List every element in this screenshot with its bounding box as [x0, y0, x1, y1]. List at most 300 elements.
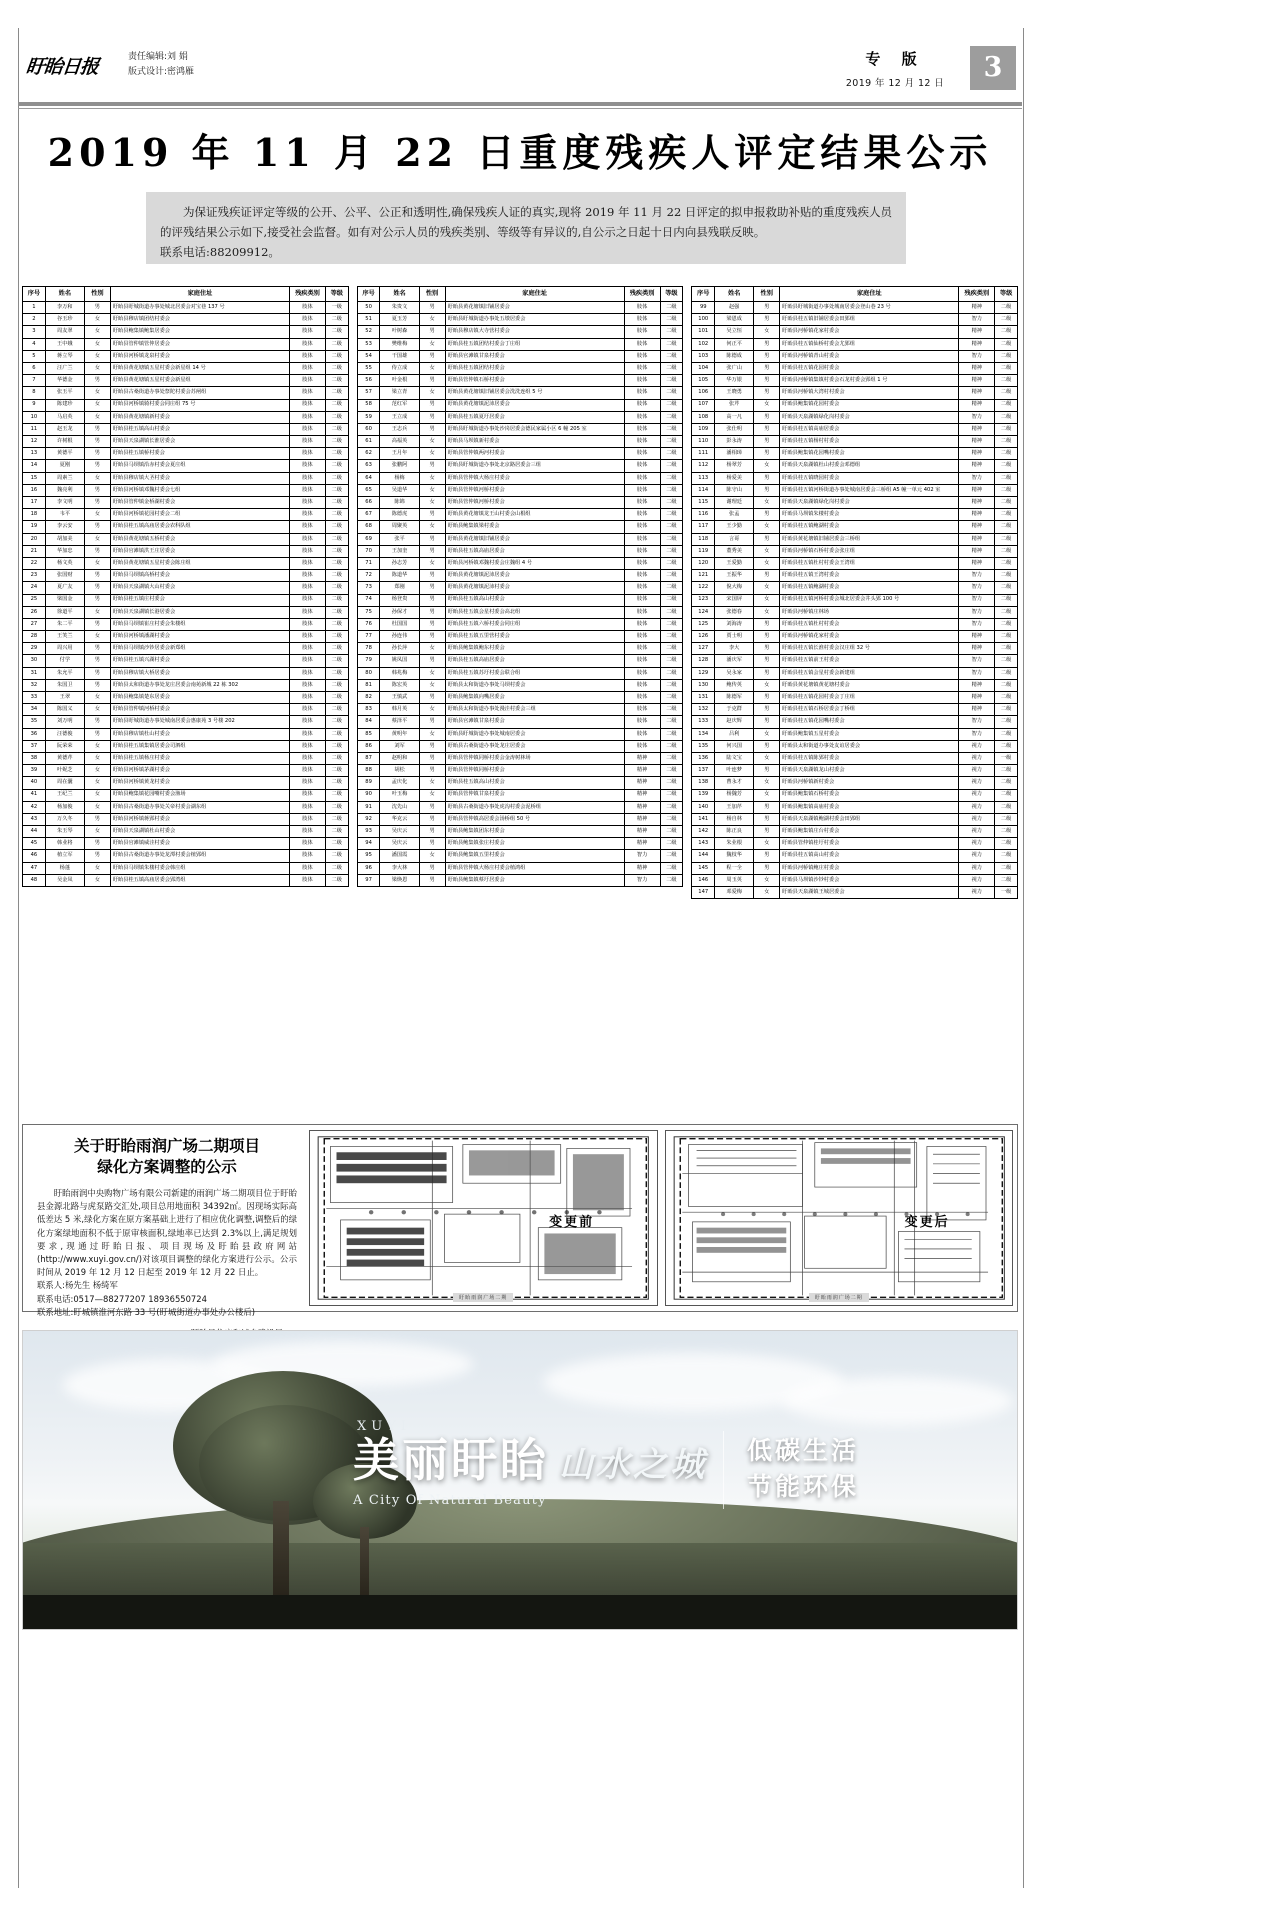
cell-address: 盱眙县黄花塘镇旧铺居委会洗洗连组 5 号	[445, 387, 624, 399]
cell-address: 盱眙县太和街道办事处漫洼村委会三组	[445, 704, 624, 716]
cell-level: 二级	[995, 338, 1018, 350]
cell-address: 盱眙县鲍集镇石桥村委会	[780, 789, 959, 801]
cell-gender: 女	[84, 350, 110, 362]
cell-disability-type: 肢体	[290, 594, 326, 606]
cell-gender: 女	[84, 740, 110, 752]
layout-designer: 版式设计:密鸿雁	[128, 67, 195, 77]
cell-disability-type: 精神	[959, 521, 995, 533]
cell-level: 二级	[325, 789, 348, 801]
cell-address: 盱眙县河桥镇新村委会	[780, 777, 959, 789]
cell-address: 盱眙县鲍集镇蔡圩居委会	[445, 874, 624, 886]
cell-name: 夏广友	[45, 582, 84, 594]
cell-gender: 男	[754, 533, 780, 545]
cell-gender: 男	[754, 436, 780, 448]
cell-name: 叶玉梅	[380, 789, 419, 801]
cell-address: 盱眙县鲍集镇鲍东村委会	[445, 643, 624, 655]
table-row	[23, 777, 349, 789]
cell-gender: 男	[419, 874, 445, 886]
table-row	[357, 813, 683, 825]
cell-index: 97	[357, 874, 380, 886]
intro-notice-box	[146, 192, 906, 264]
cell-level: 二级	[660, 692, 683, 704]
cell-gender: 男	[754, 448, 780, 460]
cell-address: 盱眙县黄花塘镇黄花塘村委会	[780, 679, 959, 691]
cell-address: 盱眙县桂五镇杜村村委会	[780, 618, 959, 630]
cell-disability-type: 精神	[624, 752, 660, 764]
cell-index: 74	[357, 594, 380, 606]
cell-index: 77	[357, 631, 380, 643]
cell-disability-type: 肢体	[290, 411, 326, 423]
banner-footer-bar	[23, 1595, 1017, 1629]
cell-index: 96	[357, 862, 380, 874]
announcement-contact-phone: 联系电话:0517—88277207 18936550724	[37, 1293, 207, 1304]
cell-name: 王爱勤	[715, 557, 754, 569]
cell-disability-type: 视力	[959, 850, 995, 862]
cell-address: 盱眙县桂五镇陈郢村委会	[780, 752, 959, 764]
cell-name: 王中娥	[45, 338, 84, 350]
cell-gender: 男	[754, 826, 780, 838]
cell-level: 二级	[995, 789, 1018, 801]
cell-level: 二级	[660, 655, 683, 667]
cell-address: 盱眙县管仲镇管仲居委会	[110, 338, 289, 350]
cell-gender: 男	[754, 350, 780, 362]
cell-index: 10	[23, 411, 46, 423]
cell-gender: 男	[419, 631, 445, 643]
cell-index: 31	[23, 667, 46, 679]
table-row	[357, 582, 683, 594]
table-row	[23, 740, 349, 752]
roster-body-2	[357, 302, 683, 887]
cell-level: 二级	[660, 862, 683, 874]
cell-gender: 男	[84, 679, 110, 691]
cell-disability-type: 精神	[959, 375, 995, 387]
cell-index: 102	[692, 338, 715, 350]
cell-name: 赵庆辉	[715, 716, 754, 728]
col-gender: 性别	[419, 287, 445, 302]
cell-gender: 男	[754, 643, 780, 655]
cell-name: 吴金凤	[45, 874, 84, 886]
table-row	[23, 375, 349, 387]
cell-level: 二级	[995, 874, 1018, 886]
table-row	[23, 448, 349, 460]
cell-index: 93	[357, 826, 380, 838]
cell-gender: 女	[754, 497, 780, 509]
table-row	[357, 655, 683, 667]
cell-disability-type: 肢体	[290, 752, 326, 764]
cell-gender: 男	[419, 545, 445, 557]
banner-text-group	[353, 1419, 913, 1508]
cell-disability-type: 肢体	[624, 338, 660, 350]
cell-disability-type: 肢体	[624, 509, 660, 521]
cell-disability-type: 肢体	[290, 667, 326, 679]
cell-name: 贾士明	[715, 631, 754, 643]
cell-index: 89	[357, 777, 380, 789]
cell-name: 吴庆云	[380, 826, 419, 838]
cell-index: 30	[23, 655, 46, 667]
cell-name: 蔡泽平	[380, 716, 419, 728]
cell-address: 盱眙县鲍集镇楚东居委会	[110, 692, 289, 704]
cell-name: 陈德虎	[380, 509, 419, 521]
cell-level: 二级	[995, 533, 1018, 545]
cell-index: 87	[357, 752, 380, 764]
table-row	[692, 362, 1018, 374]
table-row	[692, 631, 1018, 643]
cell-address: 盱眙县桂五镇六桥村委会同庄组	[445, 618, 624, 630]
cell-address: 盱眙县马坝镇朱楼村委会韩庄组	[110, 862, 289, 874]
cell-level: 二级	[325, 826, 348, 838]
table-row	[357, 533, 683, 545]
cell-address: 盱眙县盱城街道办事处五墩居委会	[445, 314, 624, 326]
cell-gender: 男	[419, 862, 445, 874]
cell-disability-type: 视力	[959, 740, 995, 752]
cell-gender: 女	[754, 752, 780, 764]
cell-disability-type: 肢体	[624, 545, 660, 557]
cell-level: 一级	[995, 752, 1018, 764]
cell-gender: 男	[84, 728, 110, 740]
cell-address: 盱眙县官滩镇威洼村委会	[110, 838, 289, 850]
cell-level: 二级	[325, 606, 348, 618]
cell-name: 潘相璋	[715, 448, 754, 460]
cell-address: 盱眙县河桥镇鲍庄村委会	[780, 862, 959, 874]
cell-gender: 女	[84, 765, 110, 777]
table-row	[23, 826, 349, 838]
cell-index: 15	[23, 472, 46, 484]
cell-gender: 男	[754, 411, 780, 423]
cell-address: 盱眙县河桥镇潘湖村委会	[110, 631, 289, 643]
cell-disability-type: 肢体	[624, 448, 660, 460]
cell-name: 孙长萍	[380, 643, 419, 655]
cell-disability-type: 肢体	[290, 704, 326, 716]
cell-index: 70	[357, 545, 380, 557]
cell-gender: 男	[754, 387, 780, 399]
cell-gender: 女	[419, 777, 445, 789]
cell-name: 刘万明	[45, 716, 84, 728]
cell-address: 盱眙县桂五镇集镇居委会司泗组	[110, 740, 289, 752]
cell-gender: 男	[84, 643, 110, 655]
cell-index: 143	[692, 838, 715, 850]
cell-address: 盱眙县河桥镇骑村委会同庄组 75 号	[110, 399, 289, 411]
cell-gender: 男	[419, 813, 445, 825]
cell-name: 陈国义	[45, 704, 84, 716]
cell-address: 盱眙县河桥镇青山村委会	[780, 350, 959, 362]
table-row	[692, 314, 1018, 326]
cell-disability-type: 肢体	[290, 582, 326, 594]
cell-disability-type: 视力	[959, 826, 995, 838]
table-row	[692, 765, 1018, 777]
table-row	[357, 826, 683, 838]
cell-name: 陈建珍	[45, 399, 84, 411]
cell-level: 二级	[995, 594, 1018, 606]
cell-address: 盱眙县盱城街道办事处沙岗居委会德民家属小区 6 幢 205 室	[445, 423, 624, 435]
table-row	[357, 740, 683, 752]
cell-disability-type: 肢体	[290, 399, 326, 411]
cell-name: 鲍传英	[715, 679, 754, 691]
cell-index: 99	[692, 302, 715, 314]
cell-address: 盱眙县穆店镇杜山村委会	[110, 728, 289, 740]
cell-name: 杨翠芳	[715, 460, 754, 472]
cell-disability-type: 精神	[959, 436, 995, 448]
table-row	[23, 350, 349, 362]
table-row	[692, 545, 1018, 557]
cell-gender: 男	[419, 765, 445, 777]
cell-gender: 男	[754, 484, 780, 496]
col-name: 姓名	[45, 287, 84, 302]
cell-name: 曹永才	[715, 777, 754, 789]
cell-disability-type: 肢体	[290, 533, 326, 545]
cell-gender: 男	[419, 423, 445, 435]
table-row	[357, 557, 683, 569]
table-row	[23, 460, 349, 472]
cell-disability-type: 肢体	[290, 789, 326, 801]
cell-level: 二级	[325, 704, 348, 716]
cell-address: 盱眙县穆店镇团结村委会	[110, 314, 289, 326]
cell-level: 二级	[325, 411, 348, 423]
table-row	[357, 679, 683, 691]
cell-name: 周兴用	[45, 643, 84, 655]
intro-telephone: 联系电话:88209912。	[160, 245, 280, 259]
table-row	[692, 740, 1018, 752]
cell-index: 142	[692, 826, 715, 838]
cell-index: 43	[23, 813, 46, 825]
cell-level: 二级	[660, 838, 683, 850]
cell-name: 魏亮利	[45, 484, 84, 496]
table-row	[357, 765, 683, 777]
cell-address: 盱眙县管仲镇大杨庄村委会	[445, 472, 624, 484]
cell-index: 48	[23, 874, 46, 886]
cell-name: 王振华	[715, 570, 754, 582]
cell-address: 盱眙县桂五镇高山村委会	[445, 777, 624, 789]
cell-gender: 男	[84, 716, 110, 728]
cell-index: 35	[23, 716, 46, 728]
cell-name: 吴道华	[380, 484, 419, 496]
cell-index: 121	[692, 570, 715, 582]
cell-disability-type: 肢体	[624, 728, 660, 740]
cell-index: 34	[23, 704, 46, 716]
cell-level: 二级	[995, 375, 1018, 387]
cell-name: 王纪兰	[45, 789, 84, 801]
cell-index: 51	[357, 314, 380, 326]
cell-index: 5	[23, 350, 46, 362]
table-row	[23, 862, 349, 874]
roster-block-3	[691, 286, 1018, 899]
city-promo-banner	[22, 1330, 1018, 1630]
cell-disability-type: 视力	[959, 874, 995, 886]
cell-index: 18	[23, 509, 46, 521]
table-row	[357, 789, 683, 801]
cell-index: 6	[23, 362, 46, 374]
cell-disability-type: 视力	[959, 752, 995, 764]
cell-gender: 女	[84, 777, 110, 789]
cell-level: 二级	[325, 314, 348, 326]
cell-gender: 男	[419, 326, 445, 338]
masthead-credits	[128, 50, 194, 80]
cell-disability-type: 肢体	[290, 302, 326, 314]
table-row	[23, 497, 349, 509]
cell-disability-type: 精神	[624, 801, 660, 813]
roster-block-2	[357, 286, 684, 899]
col-level: 等级	[995, 287, 1018, 302]
cell-index: 133	[692, 716, 715, 728]
cell-level: 二级	[325, 582, 348, 594]
cell-address: 盱眙县桂五镇王湾村委会	[780, 570, 959, 582]
cell-name: 王加芹	[715, 801, 754, 813]
col-name: 姓名	[715, 287, 754, 302]
cell-level: 二级	[660, 472, 683, 484]
cell-gender: 女	[84, 752, 110, 764]
cell-name: 朱允平	[45, 667, 84, 679]
cell-level: 二级	[660, 582, 683, 594]
roster-table-2	[357, 286, 684, 887]
cell-level: 二级	[325, 338, 348, 350]
cell-name: 杨梅	[380, 472, 419, 484]
cell-address: 盱眙县鲍集镇鲍集居委会	[110, 326, 289, 338]
table-row	[357, 362, 683, 374]
cell-disability-type: 智力	[959, 582, 995, 594]
cell-name: 华万银	[715, 375, 754, 387]
cell-index: 83	[357, 704, 380, 716]
cell-level: 二级	[325, 399, 348, 411]
cell-level: 二级	[325, 838, 348, 850]
col-gender: 性别	[84, 287, 110, 302]
cell-index: 37	[23, 740, 46, 752]
table-row	[23, 338, 349, 350]
cell-level: 二级	[325, 387, 348, 399]
cell-index: 114	[692, 484, 715, 496]
cell-name: 万久冬	[45, 813, 84, 825]
table-row	[692, 423, 1018, 435]
banner-english-tagline: A City Of Natural Beauty	[353, 1493, 547, 1508]
cell-index: 53	[357, 338, 380, 350]
cell-gender: 男	[419, 570, 445, 582]
cell-gender: 女	[419, 314, 445, 326]
cell-index: 26	[23, 606, 46, 618]
cell-level: 二级	[325, 643, 348, 655]
cell-gender: 男	[419, 826, 445, 838]
cell-name: 叶连梦	[715, 765, 754, 777]
cell-address: 盱眙县鲍集镇花园嘴村委会渔场	[110, 789, 289, 801]
cell-gender: 女	[419, 387, 445, 399]
table-row	[357, 667, 683, 679]
col-address: 家庭住址	[445, 287, 624, 302]
banner-divider	[723, 1431, 724, 1509]
table-row	[692, 618, 1018, 630]
cell-address: 盱眙县桂五镇高庙居委会郢湾组	[110, 874, 289, 886]
cell-disability-type: 肢体	[624, 533, 660, 545]
cell-level: 二级	[660, 557, 683, 569]
cell-name: 蒋立琴	[45, 350, 84, 362]
cell-address: 盱眙县鲍集镇庄台村委会	[780, 826, 959, 838]
table-row	[357, 314, 683, 326]
cell-disability-type: 肢体	[290, 777, 326, 789]
cell-disability-type: 智力	[959, 314, 995, 326]
roster-body-3	[692, 302, 1018, 899]
table-row	[23, 423, 349, 435]
cell-address: 盱眙县桂五镇旧铺居委会田郢组	[780, 314, 959, 326]
cell-index: 145	[692, 862, 715, 874]
cell-address: 盱眙县桂五镇会星村委会高北组	[445, 606, 624, 618]
cell-disability-type: 肢体	[290, 326, 326, 338]
table-row	[692, 643, 1018, 655]
cell-name: 王慎武	[380, 692, 419, 704]
cell-index: 136	[692, 752, 715, 764]
announcement-title	[37, 1135, 297, 1177]
cell-index: 100	[692, 314, 715, 326]
table-row	[692, 728, 1018, 740]
cell-disability-type: 肢体	[290, 765, 326, 777]
table-row	[23, 509, 349, 521]
cell-level: 二级	[995, 448, 1018, 460]
table-row	[692, 509, 1018, 521]
cell-address: 盱眙县天泉湖镇大山村委会	[110, 582, 289, 594]
cell-disability-type: 肢体	[290, 484, 326, 496]
cell-gender: 男	[419, 582, 445, 594]
announcement-body	[37, 1187, 297, 1319]
cell-name: 植立军	[45, 850, 84, 862]
cell-address: 盱眙县桂五镇高庙居委会	[445, 545, 624, 557]
cell-level: 二级	[995, 460, 1018, 472]
cell-level: 二级	[995, 509, 1018, 521]
table-row	[23, 728, 349, 740]
cell-index: 125	[692, 618, 715, 630]
cell-name: 汪德俊	[45, 728, 84, 740]
cell-disability-type: 肢体	[624, 423, 660, 435]
table-row	[23, 667, 349, 679]
roster-block-1	[22, 286, 349, 899]
cell-address: 盱眙县天泉湖镇龙山村委会	[780, 765, 959, 777]
banner-slogan	[747, 1433, 859, 1505]
cell-level: 二级	[325, 728, 348, 740]
cell-disability-type: 肢体	[290, 570, 326, 582]
newspaper-logo: 盱眙日报	[24, 56, 100, 78]
cell-index: 147	[692, 887, 715, 899]
cell-name: 杨自林	[715, 813, 754, 825]
table-row	[357, 460, 683, 472]
cell-level: 二级	[660, 375, 683, 387]
edition-info	[830, 48, 960, 89]
cell-index: 23	[23, 570, 46, 582]
cell-address: 盱眙县黄花塘镇泥沛居委会	[445, 399, 624, 411]
table-row	[692, 411, 1018, 423]
cell-gender: 女	[754, 789, 780, 801]
table-row	[23, 594, 349, 606]
cell-index: 25	[23, 594, 46, 606]
cell-name: 华加忠	[45, 545, 84, 557]
cell-level: 二级	[660, 326, 683, 338]
cell-level: 二级	[660, 826, 683, 838]
table-row	[357, 716, 683, 728]
cloud-shape	[783, 1377, 1013, 1425]
cell-address: 盱眙县桂五镇高山村委会	[110, 423, 289, 435]
cell-gender: 男	[754, 375, 780, 387]
cell-index: 86	[357, 740, 380, 752]
cell-name: 张国财	[45, 570, 84, 582]
cell-gender: 女	[84, 533, 110, 545]
cell-level: 二级	[995, 765, 1018, 777]
cell-index: 42	[23, 801, 46, 813]
cell-level: 二级	[995, 314, 1018, 326]
cell-disability-type: 精神	[959, 423, 995, 435]
cell-address: 盱眙县桂五镇晓园村委会	[780, 472, 959, 484]
cell-disability-type: 精神	[959, 399, 995, 411]
cell-name: 叶妮芝	[45, 765, 84, 777]
cell-disability-type: 精神	[959, 302, 995, 314]
cell-level: 二级	[995, 740, 1018, 752]
cell-level: 二级	[660, 667, 683, 679]
cell-level: 二级	[325, 484, 348, 496]
cell-gender: 女	[419, 484, 445, 496]
cell-index: 141	[692, 813, 715, 825]
cell-disability-type: 精神	[959, 338, 995, 350]
